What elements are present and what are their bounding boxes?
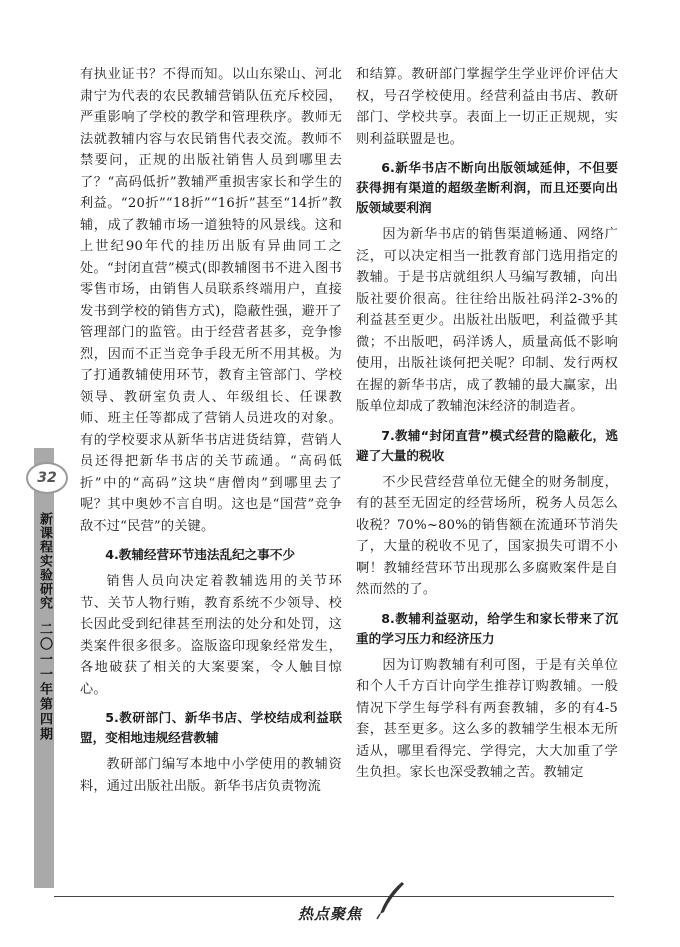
issue-label: 二〇一一年第四期 (37, 622, 52, 742)
journal-title: 新课程实验研究 (37, 512, 52, 610)
section-heading: 5.教研部门、新华书店、学校结成利益联盟，变相地违规经营教辅 (80, 710, 342, 745)
page-number: 32 (37, 470, 57, 486)
section-heading: 6.新华书店不断向出版领域延伸，不但要获得拥有渠道的超级垄断利润，而且还要向出版领域要利润 (356, 160, 618, 215)
footer-rule (54, 896, 614, 897)
section-heading: 4.教辅经营环节违法乱纪之事不少 (105, 547, 296, 562)
paragraph: 和结算。教研部门掌握学生学业评价评估大权，号召学校使用。经营利益由书店、教研部门、学校共享。表面上一切正正规规，实则利益联盟是也。 (356, 67, 618, 147)
quill-pen-icon (372, 880, 408, 920)
paragraph: 不少民营经营单位无健全的财务制度，有的甚至无固定的经营场所，税务人员怎么收税？70%~80%的销售额在流通环节消失了，大量的税收不见了，国家损失可谓不小啊！教辅经营环节出现那么多腐败案件是自然而然的了。 (356, 474, 618, 597)
left-column (80, 64, 342, 797)
paragraph: 销售人员向决定着教辅选用的关节环节、关节人物行贿，教育系统不少领导、校长因此受到纪律甚至刑法的处分和处罚，这类案件很多很多。盗版盗印现象经常发生，各地破获了相关的大案要案，令人触目惊心。 (80, 574, 342, 697)
paragraph: 因为新华书店的销售渠道畅通、网络广泛，可以决定相当一批教育部门选用指定的教辅。于是书店就组织人马编写教辅，向出版社要价很高。往往给出版社码洋2-3%的利益甚至更少。出版社出版吧，利益微乎其微；不出版吧，码洋诱人，质量高低不影响使用，出版社谈何把关呢？印制、发行两权在握的新华书店，成了教辅的最大赢家，出版单位却成了教辅泡沫经济的制造者。 (356, 227, 618, 414)
section-heading: 8.教辅利益驱动，给学生和家长带来了沉重的学习压力和经济压力 (356, 610, 618, 646)
paragraph: 教研部门编写本地中小学使用的教辅资料，通过出版社出版。新华书店负责物流 (80, 757, 342, 794)
paragraph: 有执业证书？不得而知。以山东梁山、河北肃宁为代表的农民教辅营销队伍充斥校园，严重影响了学校的教学和管理秩序。教师无法就教辅内容与农民销售代表交流。教师不禁要问，正规的出版社销售人员到哪里去了？“高码低折”教辅严重损害家长和学生的利益。“20折”“18折”“16折”甚至“14折”教辅，成了教辅市场一道独特的风景线。这和上世纪90年代的挂历出版有异曲同工之处。“封闭直营”模式(即教辅图书不进入图书零售市场，由销售人员联系终端用户，直接发书到学校的销售方式)，隐蔽性强，避开了管理部门的监管。由于经营者甚多，竞争惨烈，因而不正当竞争手段无所不用其极。为了打通教辅使用环节，教育主管部门、学校领导、教研室负责人、年级组长、任课教师、班主任等都成了营销人员进攻的对象。有的学校要求从新华书店进货结算，营销人员还得把新华书店的关节疏通。“高码低折”中的“高码”这块“唐僧肉”到哪里去了呢？其中奥妙不言自明。这也是“国营”竞争敌不过“民营”的关键。 (80, 67, 342, 534)
footer-section-label: 热点聚焦 (298, 905, 363, 923)
paragraph: 因为订购教辅有利可图，于是有关单位和个人千方百计向学生推荐订购教辅。一般情况下学生每学科有两套教辅，多的有4-5套，甚至更多。这么多的教辅学生根本无所适从，哪里看得完、学得完，大大加重了学生负担。家长也深受教辅之苦。教辅定 (356, 657, 618, 780)
page-number-badge (26, 462, 68, 494)
right-column (356, 64, 618, 784)
section-heading: 7.教辅“封闭直营”模式经营的隐蔽化，逃避了大量的税收 (356, 427, 618, 463)
